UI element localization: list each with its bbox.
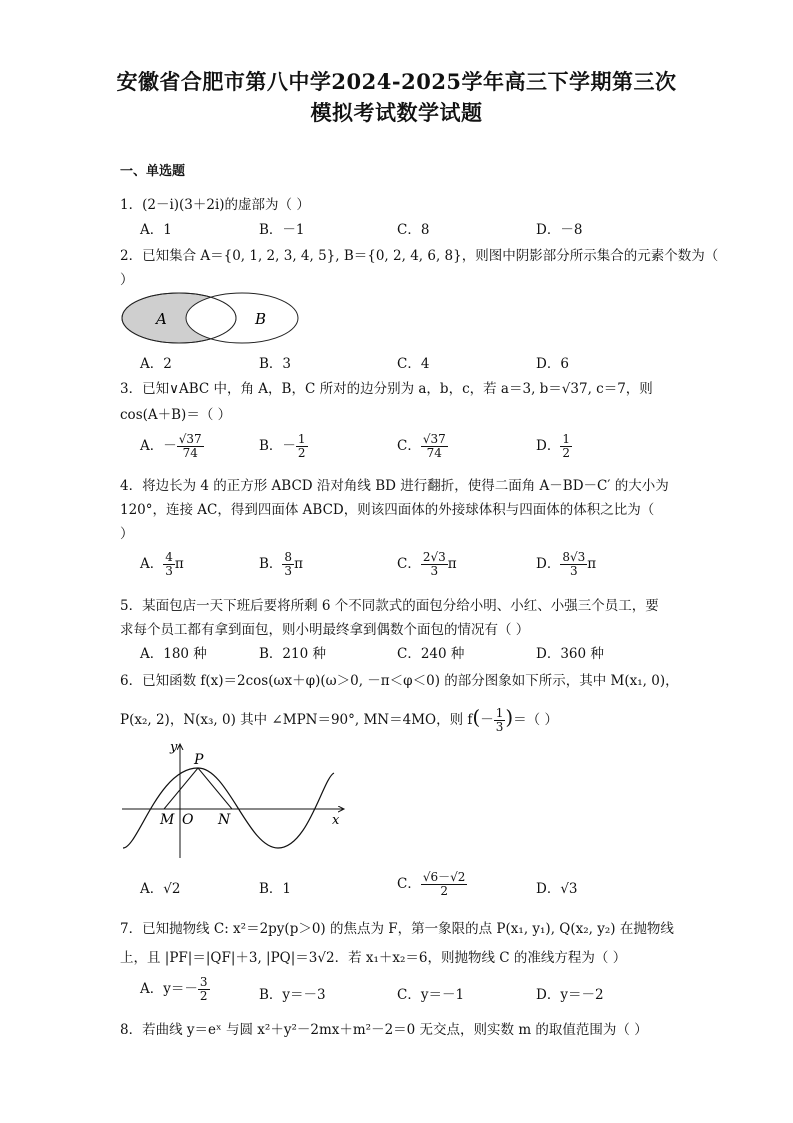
graph-label-x: x — [332, 813, 340, 828]
question-2-text: 2．已知集合 A＝{0, 1, 2, 3, 4, 5}, B＝{0, 2, 4, 6, 8}，则图中阴影部分所示集合的元素个数为（ — [120, 248, 719, 264]
q3-option-b: B．－ $\frac{1}{2}$ — [259, 432, 306, 461]
venn-diagram — [118, 290, 300, 346]
cosine-curve — [123, 768, 334, 848]
q1-option-d: D．－8 — [536, 222, 583, 238]
question-2-text-cont: ） — [120, 272, 134, 288]
question-1-text: 1．(2－i)(3＋2i)的虚部为（ ） — [120, 197, 310, 213]
segment-pn — [198, 768, 232, 809]
q1-option-b: B．－1 — [259, 222, 305, 238]
venn-label-a: A — [156, 310, 167, 328]
q1-option-a: A．1 — [140, 222, 172, 238]
graph-label-p: P — [194, 752, 204, 768]
question-7-text: 7．已知抛物线 C: x²＝2py(p＞0) 的焦点为 F，第一象限的点 P(x₁, y₁), Q(x₂, y₂) 在抛物线 — [120, 921, 674, 937]
q4-option-d: D． $\frac{8√3}{3}$ π — [536, 550, 597, 579]
q2-option-b: B．3 — [259, 356, 292, 372]
q4-option-b: B． $\frac{8}{3}$ π — [259, 550, 303, 579]
q4-option-a: A． $\frac{4}{3}$ π — [140, 550, 184, 579]
q2-option-c: C．4 — [397, 356, 430, 372]
q1-option-c: C．8 — [397, 222, 430, 238]
cosine-graph — [118, 738, 350, 864]
graph-label-y: y — [170, 740, 178, 755]
q2-option-a: A．2 — [140, 356, 172, 372]
question-4-text: 4．将边长为 4 的正方形 ABCD 沿对角线 BD 进行翻折，使得二面角 A－BD－C′ 的大小为 — [120, 478, 669, 494]
question-3-text: 3．已知∨ABC 中，角 A，B，C 所对的边分别为 a，b，c，若 a＝3, b＝√37, c＝7，则 — [120, 381, 653, 397]
segment-mp — [164, 768, 198, 809]
q3-option-c: C． $\frac{√37}{74}$ — [397, 432, 446, 461]
question-6-text-cont: P(x₂, 2)，N(x₃, 0) 其中 ∠MPN＝90°, MN＝4MO，则 f(－ $\frac{1}{3}$ )＝（ ） — [120, 705, 558, 734]
venn-label-b: B — [255, 310, 267, 328]
q7-option-a: A．y＝－ $\frac{3}{2}$ — [140, 975, 208, 1004]
q6-option-c: C． $\frac{√6-√2}{2}$ — [397, 870, 466, 899]
graph-label-m: M — [160, 812, 175, 828]
q5-option-d: D．360 种 — [536, 646, 604, 662]
q5-option-b: B．210 种 — [259, 646, 326, 662]
q5-option-a: A．180 种 — [140, 646, 207, 662]
exam-title-line2: 模拟考试数学试题 — [310, 100, 483, 125]
q3-option-d: D． $\frac{1}{2}$ — [536, 432, 570, 461]
q5-option-c: C．240 种 — [397, 646, 465, 662]
question-4-text-cont: 120°，连接 AC，得到四面体 ABCD，则该四面体的外接球体积与四面体的体积之比为（ — [120, 502, 655, 518]
question-6-text: 6．已知函数 f(x)＝2cos(ωx＋φ)(ω＞0, －π＜φ＜0) 的部分图象如下所示，其中 M(x₁, 0)， — [120, 673, 679, 689]
section-heading: 一、单选题 — [120, 164, 186, 179]
question-3-text-cont: cos(A＋B)＝（ ） — [120, 407, 232, 423]
q6-option-d: D．√3 — [536, 881, 578, 897]
question-5-text: 5．某面包店一天下班后要将所剩 6 个不同款式的面包分给小明、小红、小强三个员工，要 — [120, 598, 659, 614]
q6-option-b: B．1 — [259, 881, 292, 897]
graph-label-n: N — [218, 812, 231, 828]
graph-label-o: O — [182, 812, 194, 828]
q7-option-d: D．y＝－2 — [536, 987, 604, 1003]
exam-title-line1: 安徽省合肥市第八中学2024-2025学年高三下学期第三次 — [116, 69, 677, 94]
question-8-text: 8．若曲线 y＝eˣ 与圆 x²＋y²－2mx＋m²－2＝0 无交点，则实数 m 的取值范围为（ ） — [120, 1022, 648, 1038]
q2-option-d: D．6 — [536, 356, 569, 372]
q7-option-b: B．y＝－3 — [259, 987, 326, 1003]
question-5-text-cont: 求每个员工都有拿到面包，则小明最终拿到偶数个面包的情况有（ ） — [120, 622, 530, 638]
q6-option-a: A．√2 — [140, 881, 181, 897]
q3-option-a: A．－ $\frac{√37}{74}$ — [140, 432, 202, 461]
q7-option-c: C．y＝－1 — [397, 987, 465, 1003]
question-4-text-cont2: ） — [120, 526, 134, 542]
question-7-text-cont: 上，且 |PF|＝|QF|＋3, |PQ|＝3√2．若 x₁＋x₂＝6，则抛物线 C 的准线方程为（ ） — [120, 950, 627, 966]
q4-option-c: C． $\frac{2√3}{3}$ π — [397, 550, 457, 579]
